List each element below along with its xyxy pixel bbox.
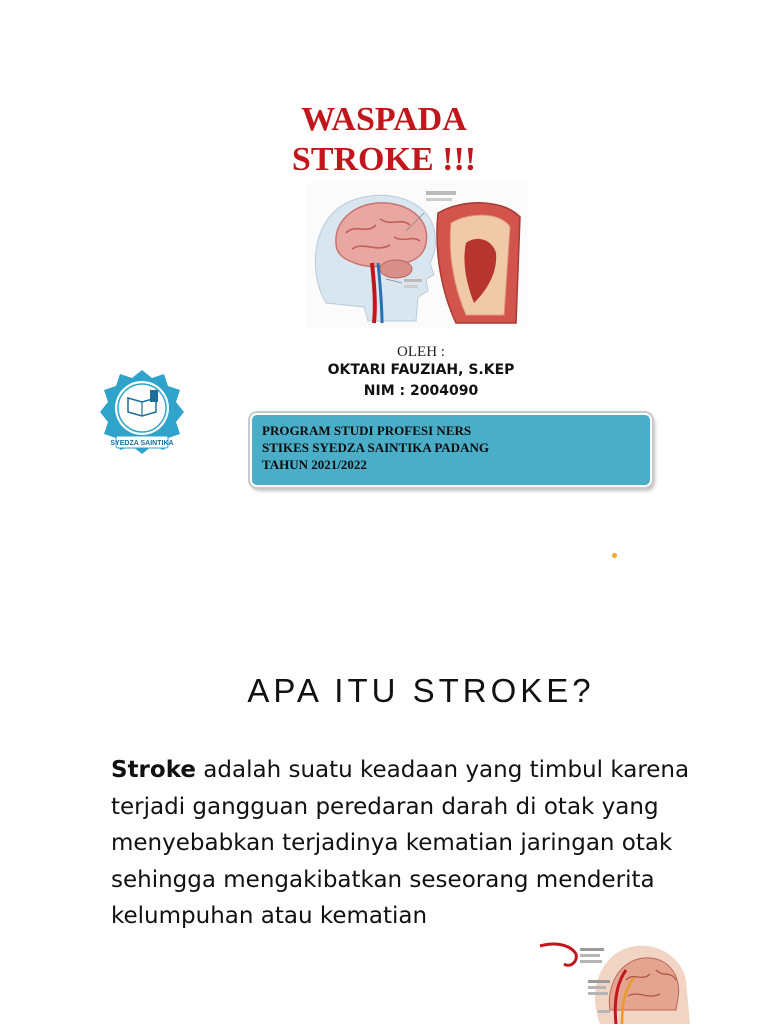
definition-line: kelumpuhan atau kematian [111,903,428,929]
stroke-illustration [306,183,528,328]
brain-head-illustration [530,940,692,1024]
oleh-label: OLEH : [397,344,445,360]
program-line: STIKES SYEDZA SAINTIKA PADANG [262,440,489,455]
program-line: PROGRAM STUDI PROFESI NERS [262,423,472,438]
author-name: OKTARI FAUZIAH, S.KEP [327,362,515,378]
program-info-box [250,413,652,487]
title-line-1: WASPADA [301,101,467,138]
definition-line: sehingga mengakibatkan seseorang menderita [111,866,655,893]
institution-logo [98,368,186,456]
section-title: APA ITU STROKE? [247,672,595,709]
brain-artery-illustration [306,183,528,328]
brain-illustration [530,940,692,1024]
definition-line [111,752,768,789]
stroke-definition [111,752,768,935]
author-nim: NIM : 2004090 [363,383,479,399]
definition-line: terjadi gangguan peredaran darah di otak yang [111,793,659,820]
definition-term: Stroke [111,757,196,783]
program-line: TAHUN 2021/2022 [262,457,367,472]
definition-text: adalah suatu keadaan yang timbul karena [203,757,690,783]
logo-text: SYEDZA SAINTIKA [110,440,174,447]
definition-line: menyebabkan terjadinya kematian jaringan otak [111,830,673,856]
title-line-2: STROKE !!! [291,141,477,178]
decorative-dot [612,553,617,558]
badge-icon [98,368,186,456]
definition-slide [0,640,768,1024]
